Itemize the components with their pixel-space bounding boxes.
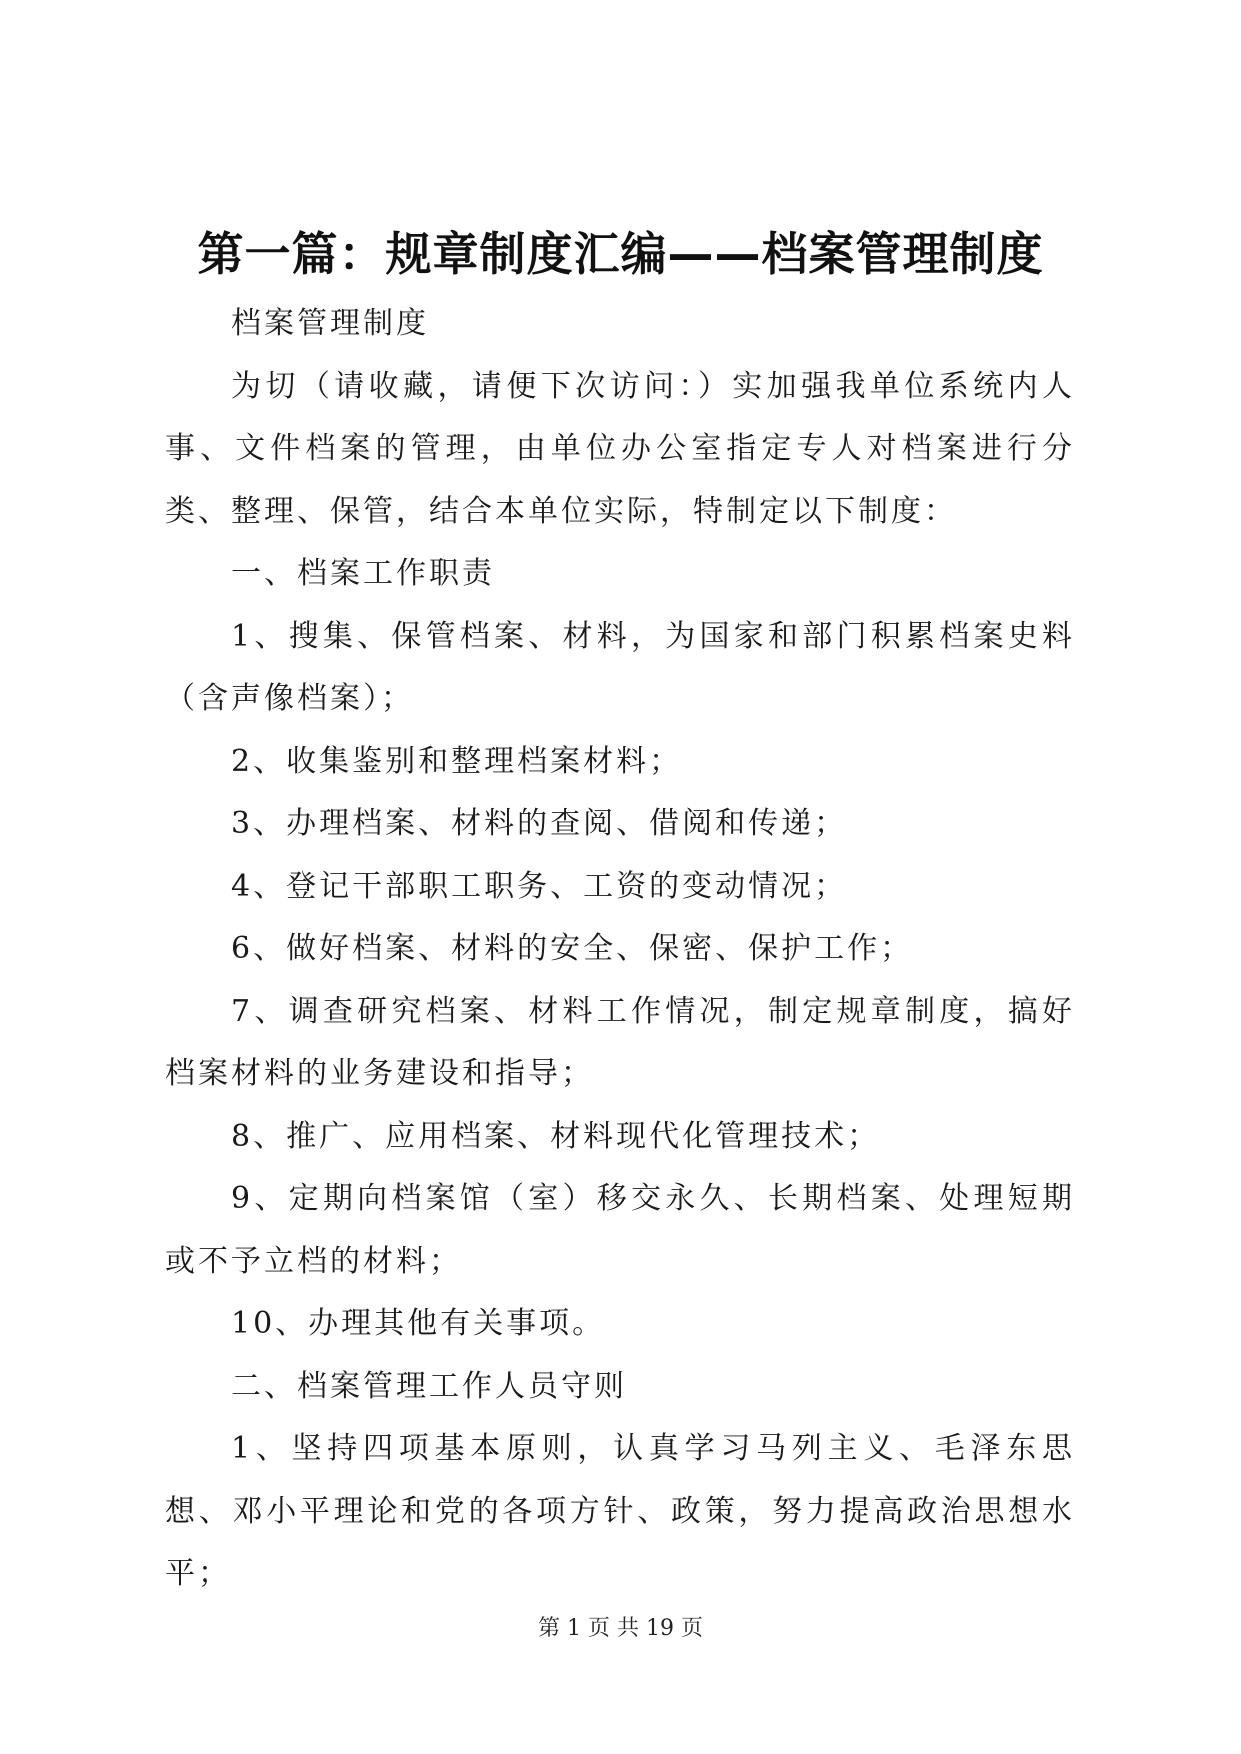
- intro-paragraph: 为切（请收藏，请便下次访问：）实加强我单位系统内人事、文件档案的管理，由单位办公室指定专人对档案进行分类、整理、保管，结合本单位实际，特制定以下制度：: [165, 368, 1075, 529]
- section-heading: 二、档案管理工作人员守则: [231, 1368, 627, 1404]
- list-item: 10、办理其他有关事项。: [231, 1306, 606, 1341]
- list-item: 4、登记干部职工职务、工资的变动情况；: [231, 868, 848, 904]
- list-item: 2、收集鉴别和整理档案材料；: [231, 743, 683, 779]
- list-item: 7、调查研究档案、材料工作情况，制定规章制度，搞好档案材料的业务建设和指导；: [165, 993, 1075, 1091]
- list-item: 9、定期向档案馆（室）移交永久、长期档案、处理短期或不予立档的材料；: [165, 1181, 1075, 1279]
- list-item: 6、做好档案、材料的安全、保密、保护工作；: [231, 931, 914, 966]
- page-number-footer: 第 1 页 共 19 页: [538, 1616, 703, 1641]
- document-title: 第一篇：规章制度汇编——档案管理制度: [197, 227, 1044, 281]
- list-item: 1、坚持四项基本原则，认真学习马列主义、毛泽东思想、邓小平理论和党的各项方针、政策，努力提高政治思想水平；: [165, 1431, 1075, 1591]
- section-heading: 档案管理制度: [231, 306, 429, 341]
- document-body: [165, 293, 1075, 1606]
- list-item: 1、搜集、保管档案、材料，为国家和部门积累档案史料（含声像档案）；: [165, 618, 1075, 716]
- list-item: 3、办理档案、材料的查阅、借阅和传递；: [231, 806, 848, 841]
- list-item: 8、推广、应用档案、材料现代化管理技术；: [231, 1118, 881, 1154]
- section-heading: 一、档案工作职责: [231, 556, 495, 591]
